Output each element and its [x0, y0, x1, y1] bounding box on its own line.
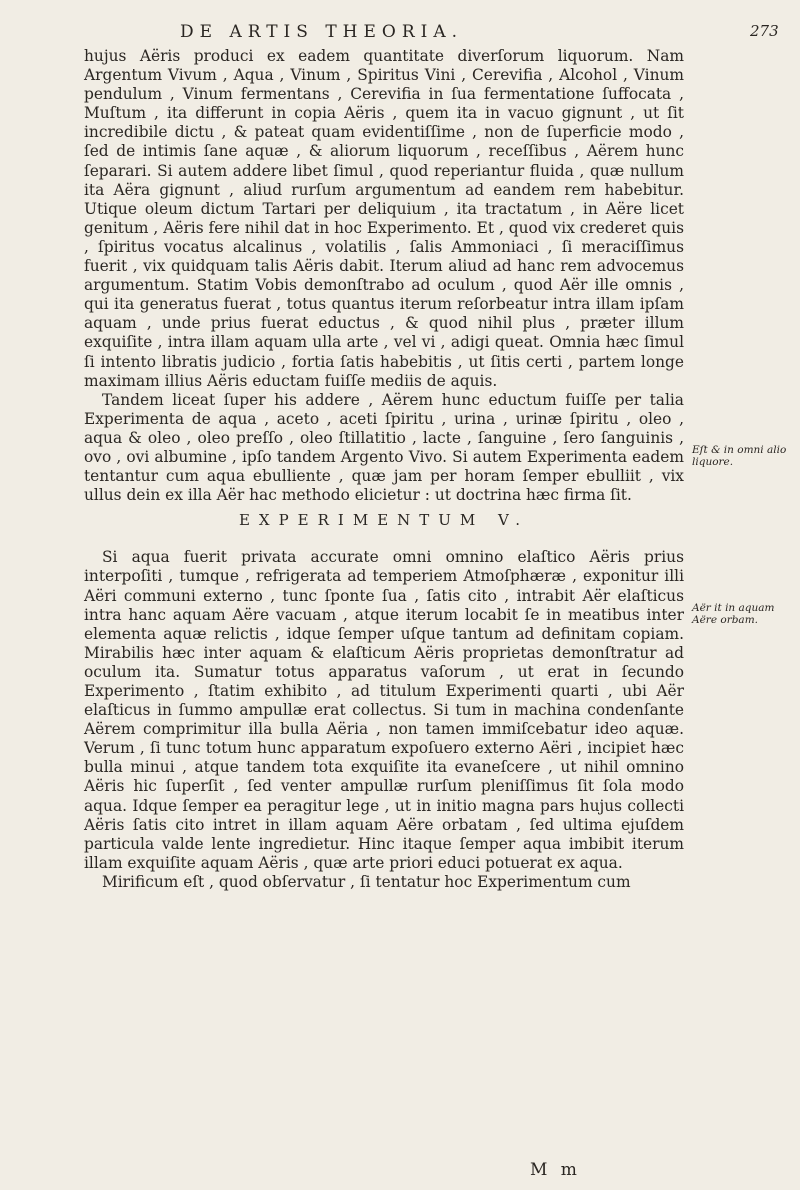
paragraph-2: Tandem liceat ſuper his addere , Aërem hunc eductum fuiſſe per talia Experimenta de aqua , aceto , aceti ſpiritu , urina , urinæ ſpiritu , oleo , aqua & oleo , oleo preſſo , oleo ſtillatitio , lacte , ſanguine , ſero ſanguinis , ovo , ovi albumine , ipſo tandem Argento Vivo. Si autem Experimenta eadem tentantur cum aqua ebulliente , quæ jam per horam ſemper ebulliit , vix ullus dein ex illa Aër hac methodo elicietur : ut doctrina hæc firma ſit.	[84, 390, 684, 505]
section-heading: EXPERIMENTUM V.	[238, 511, 530, 530]
main-text-block	[84, 47, 684, 892]
paragraph-3: Si aqua fuerit privata accurate omni omnino elaſtico Aëris prius interpoſiti , tumque , refrigerata ad temperiem Atmoſphæræ , exponitur illi Aëri communi externo , tunc ſponte ſua , ſatis cito , intrabit Aër elaſticus intra hanc aquam Aëre vacuam , atque iterum locabit ſe in meatibus inter elementa aquæ relictis , idque ſemper uſque tantum ad definitam copiam. Mirabilis hæc inter aquam & elaſticum Aëris proprietas demonſtratur ad oculum ita. Sumatur totus apparatus vaſorum , ut erat in ſecundo Experimento , ſtatim exhibito , ad titulum Experimenti quarti , ubi Aër elaſticus in ſummo ampullæ erat collectus. Si tum in machina condenſante Aërem comprimitur illa bulla Aëria , non tamen immiſcebatur ideo aquæ. Verum , ſi tunc totum hunc apparatum expoſuero externo Aëri , incipiet hæc bulla minui , atque tandem tota exquiſite ita evaneſcere , ut nihil omnino Aëris hic ſuperſit , ſed venter ampullæ rurſum pleniſſimus ſit ſola modo aqua. Idque ſemper ea peragitur lege , ut in initio magna pars hujus collecti Aëris ſatis cito intret in illam aquam Aëre orbatam , ſed ultima ejuſdem particula valde lente ingredietur. Hinc itaque ſemper aqua imbibit iterum illam exquiſite aquam Aëris , quæ arte priori educi potuerat ex aqua.	[84, 548, 684, 872]
signature-mark: M m	[530, 1160, 581, 1180]
page-number: 273	[750, 22, 779, 40]
margin-note-2: Aër it in aquam Aëre orbam.	[692, 602, 775, 626]
margin-note-1: Eſt & in omni alio liquore.	[692, 444, 787, 468]
running-title: DE ARTIS THEORIA.	[180, 22, 464, 42]
paragraph-1: hujus Aëris produci ex eadem quantitate diverſorum liquorum. Nam Argentum Vivum , Aqua , Vinum , Spiritus Vini , Cerevifia , Alcohol , Vinum pendulum , Vinum fermentans , Cerevifia in ſua fermentatione ſuffocata , Muſtum , ita differunt in copia Aëris , quem ita in vacuo gignunt , ut ſit incredibile dictu , & pateat quam evidentiſſime , non de ſuperficie modo , ſed de intimis ſane aquæ , & aliorum liquorum , receſſibus , Aërem hunc ſeparari. Si autem addere libet ſimul , quod reperiantur fluida , quæ nullum ita Aëra gignunt , aliud rurſum argumentum ad eandem rem habebitur. Utique oleum dictum Tartari per deliquium , ita tractatum , in Aëre licet genitum , Aëris fere nihil dat in hoc Experimento. Et , quod vix crederet quis , ſpiritus vocatus alcalinus , volatilis , ſalis Ammoniaci , ſi meraciſſimus fuerit , vix quidquam talis Aëris dabit. Iterum aliud ad hanc rem advocemus argumentum. Statim Vobis demonſtrabo ad oculum , quod Aër ille omnis , qui ita generatus fuerat , totus quantus iterum reſorbeatur intra illam ipſam aquam , unde prius fuerat eductus , & quod nihil plus , præter illum exquiſite , intra illam aquam ulla arte , vel vi , adigi queat. Omnia hæc ſimul ſi intento libratis judicio , fortia ſatis habebitis , ut ſitis certi , partem longe maximam illius Aëris eductam fuiſſe mediis de aquis.	[84, 47, 684, 390]
paragraph-4: Mirificum eſt , quod obſervatur , ſi tentatur hoc Experimentum cum	[102, 872, 631, 891]
